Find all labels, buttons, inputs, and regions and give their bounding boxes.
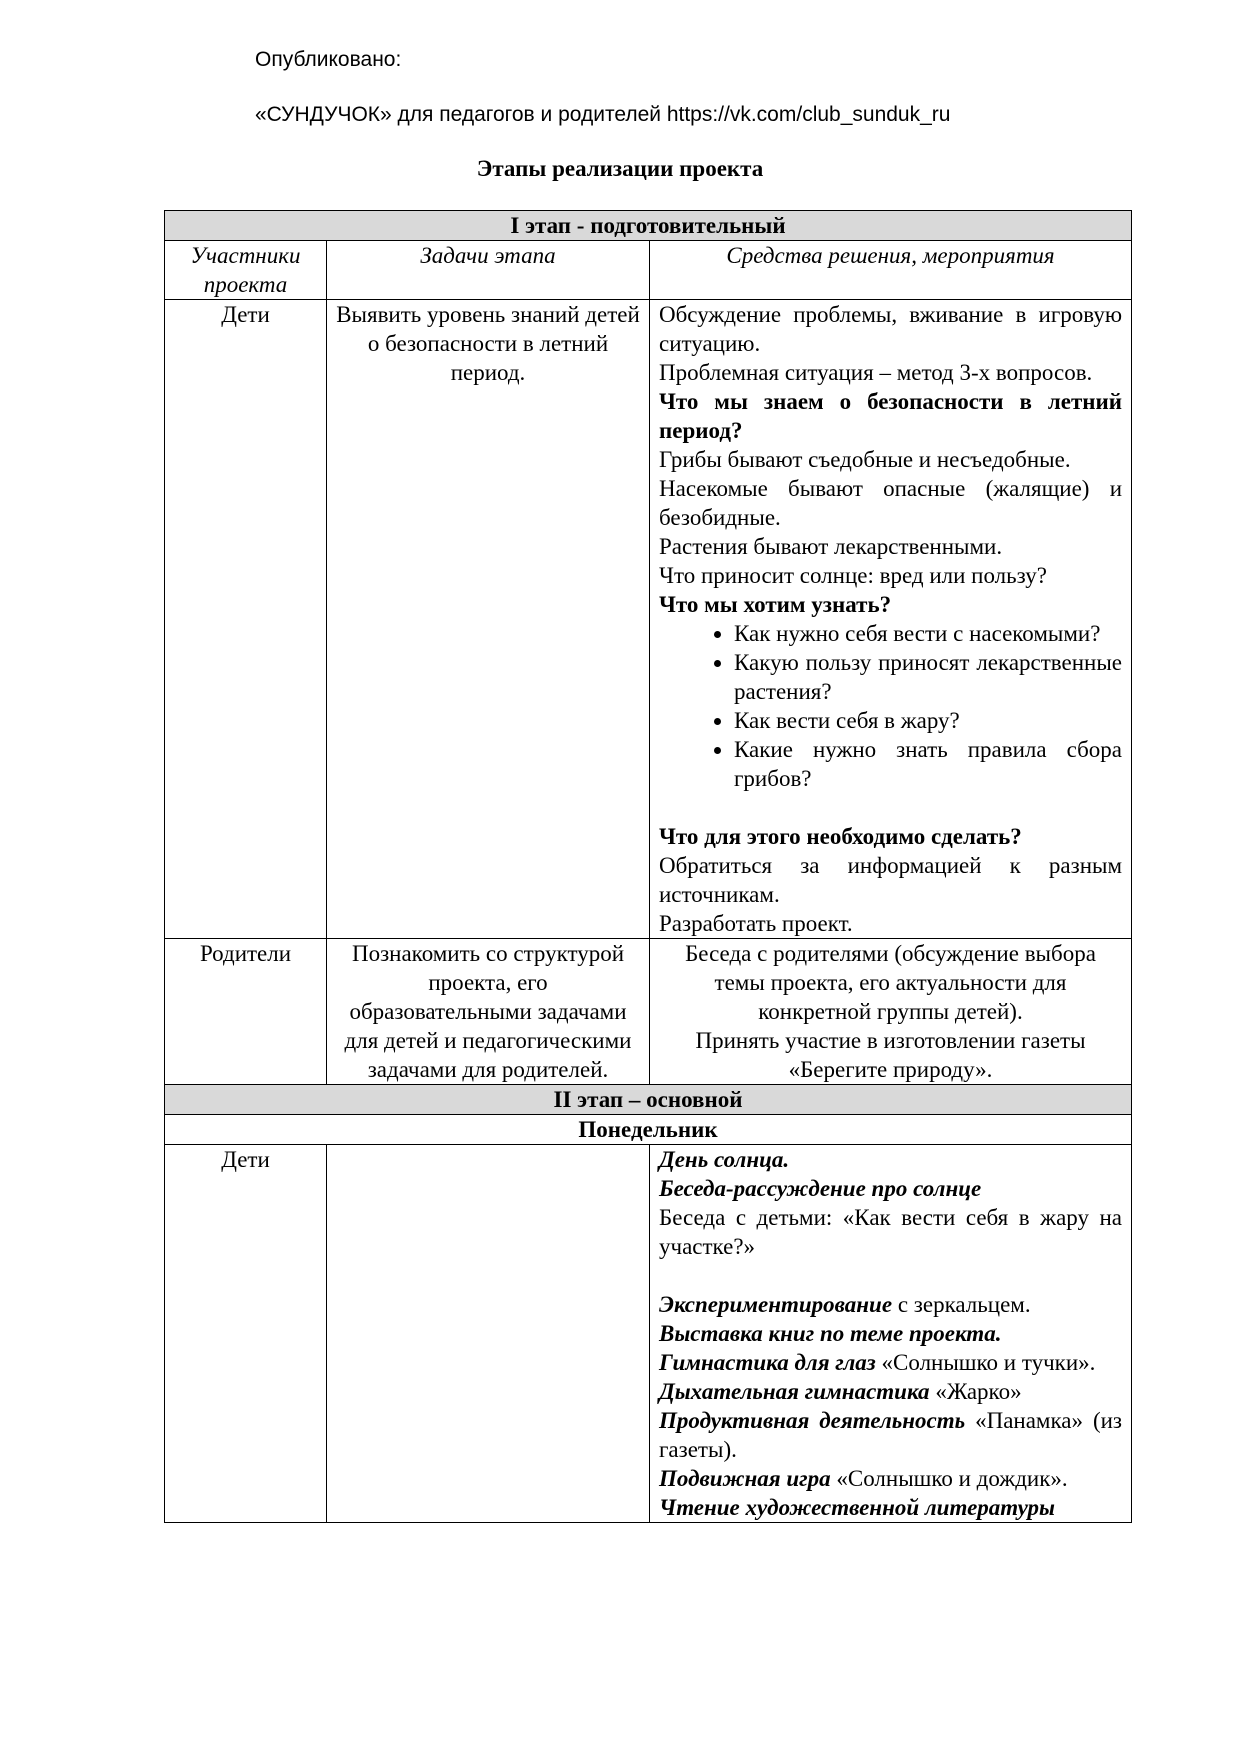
means-text: Беседа с родителями (обсуждение выбора темы проекта, его актуальности для конкретной группы детей).	[685, 941, 1096, 1024]
participant-children: Дети	[165, 1145, 327, 1523]
means-text: Насекомые бывают опасные (жалящие) и безобидные.	[659, 476, 1123, 530]
task-parents: Познакомить со структурой проекта, его образовательными задачами для детей и педагогическими задачами для родителей.	[327, 939, 650, 1085]
published-label: Опубликовано:	[255, 48, 402, 71]
questions-list	[659, 619, 1122, 793]
activity-heading: Продуктивная деятельность	[659, 1408, 966, 1433]
table-row-children	[165, 300, 1132, 939]
task-empty	[327, 1145, 650, 1523]
activity-text: «Солнышко и тучки».	[875, 1350, 1096, 1375]
means-text: Обсуждение проблемы, вживание в игровую ситуацию.	[659, 302, 1123, 356]
activity-heading: Экспериментирование	[659, 1292, 893, 1317]
participant-children: Дети	[165, 300, 327, 939]
activity-heading: Дыхательная гимнастика	[659, 1379, 930, 1404]
question-heading: Что мы знаем о безопасности в летний период?	[659, 389, 1123, 443]
activity-text: «Панамка» (из газеты).	[659, 1408, 1123, 1462]
means-children	[650, 300, 1132, 939]
means-text: Принять участие в изготовлении газеты «Берегите природу».	[695, 1028, 1086, 1082]
day-title: Понедельник	[165, 1115, 1132, 1145]
page-title: Этапы реализации проекта	[476, 156, 764, 181]
column-header-means: Средства решения, мероприятия	[650, 241, 1132, 300]
question-heading: Что для этого необходимо сделать?	[659, 824, 1022, 849]
stage2-title: II этап – основной	[165, 1085, 1132, 1115]
means-text: Растения бывают лекарственными.	[659, 534, 1003, 559]
table-row-parents	[165, 939, 1132, 1085]
table-row-stage2-children	[165, 1145, 1132, 1523]
question-heading: Что мы хотим узнать?	[659, 592, 892, 617]
list-item: • Какие нужно знать правила сбора грибов?	[734, 735, 1122, 793]
means-text: Грибы бывают съедобные и несъедобные.	[659, 447, 1071, 472]
list-item: • Как вести себя в жару?	[734, 706, 1122, 735]
activity-heading: Беседа-рассуждение про солнце	[659, 1176, 982, 1201]
means-text: Проблемная ситуация – метод 3-х вопросов.	[659, 360, 1093, 385]
task-children: Выявить уровень знаний детей о безопасности в летний период.	[327, 300, 650, 939]
day-theme: День солнца.	[659, 1147, 790, 1172]
means-stage2	[650, 1145, 1132, 1523]
activity-heading: Подвижная игра	[659, 1466, 831, 1491]
activity-item	[659, 1377, 1122, 1406]
activity-heading: Чтение художественной литературы	[659, 1495, 1055, 1520]
column-header-participants: Участники проекта	[165, 241, 327, 300]
activity-item	[659, 1464, 1122, 1493]
activity-item	[659, 1348, 1122, 1377]
means-parents	[650, 939, 1132, 1085]
activity-heading: Выставка книг по теме проекта.	[659, 1321, 1002, 1346]
list-item: • Как нужно себя вести с насекомыми?	[734, 619, 1122, 648]
means-text: Обратиться за информацией к разным источникам.	[659, 853, 1123, 907]
column-header-tasks: Задачи этапа	[327, 241, 650, 300]
list-item: • Какую пользу приносят лекарственные растения?	[734, 648, 1122, 706]
activity-heading: Гимнастика для глаз	[659, 1350, 876, 1375]
activity-item	[659, 1290, 1122, 1319]
activity-text: «Жарко»	[929, 1379, 1022, 1404]
stage2-header-row	[165, 1085, 1132, 1115]
means-text: Что приносит солнце: вред или пользу?	[659, 563, 1047, 588]
stage1-header-row	[165, 211, 1132, 241]
activity-item	[659, 1406, 1122, 1464]
source-line: «СУНДУЧОК» для педагогов и родителей https://vk.com/club_sunduk_ru	[255, 103, 951, 126]
day-row	[165, 1115, 1132, 1145]
activity-text: «Солнышко и дождик».	[830, 1466, 1068, 1491]
activity-text: с зеркальцем.	[892, 1292, 1031, 1317]
means-text: Беседа с детьми: «Как вести себя в жару на участке?»	[659, 1205, 1123, 1259]
column-header-row	[165, 241, 1132, 300]
stage1-title: I этап - подготовительный	[165, 211, 1132, 241]
spacer	[659, 793, 1122, 822]
project-stages-table	[164, 210, 1132, 1523]
participant-parents: Родители	[165, 939, 327, 1085]
spacer	[659, 1261, 1122, 1290]
means-text: Разработать проект.	[659, 911, 853, 936]
